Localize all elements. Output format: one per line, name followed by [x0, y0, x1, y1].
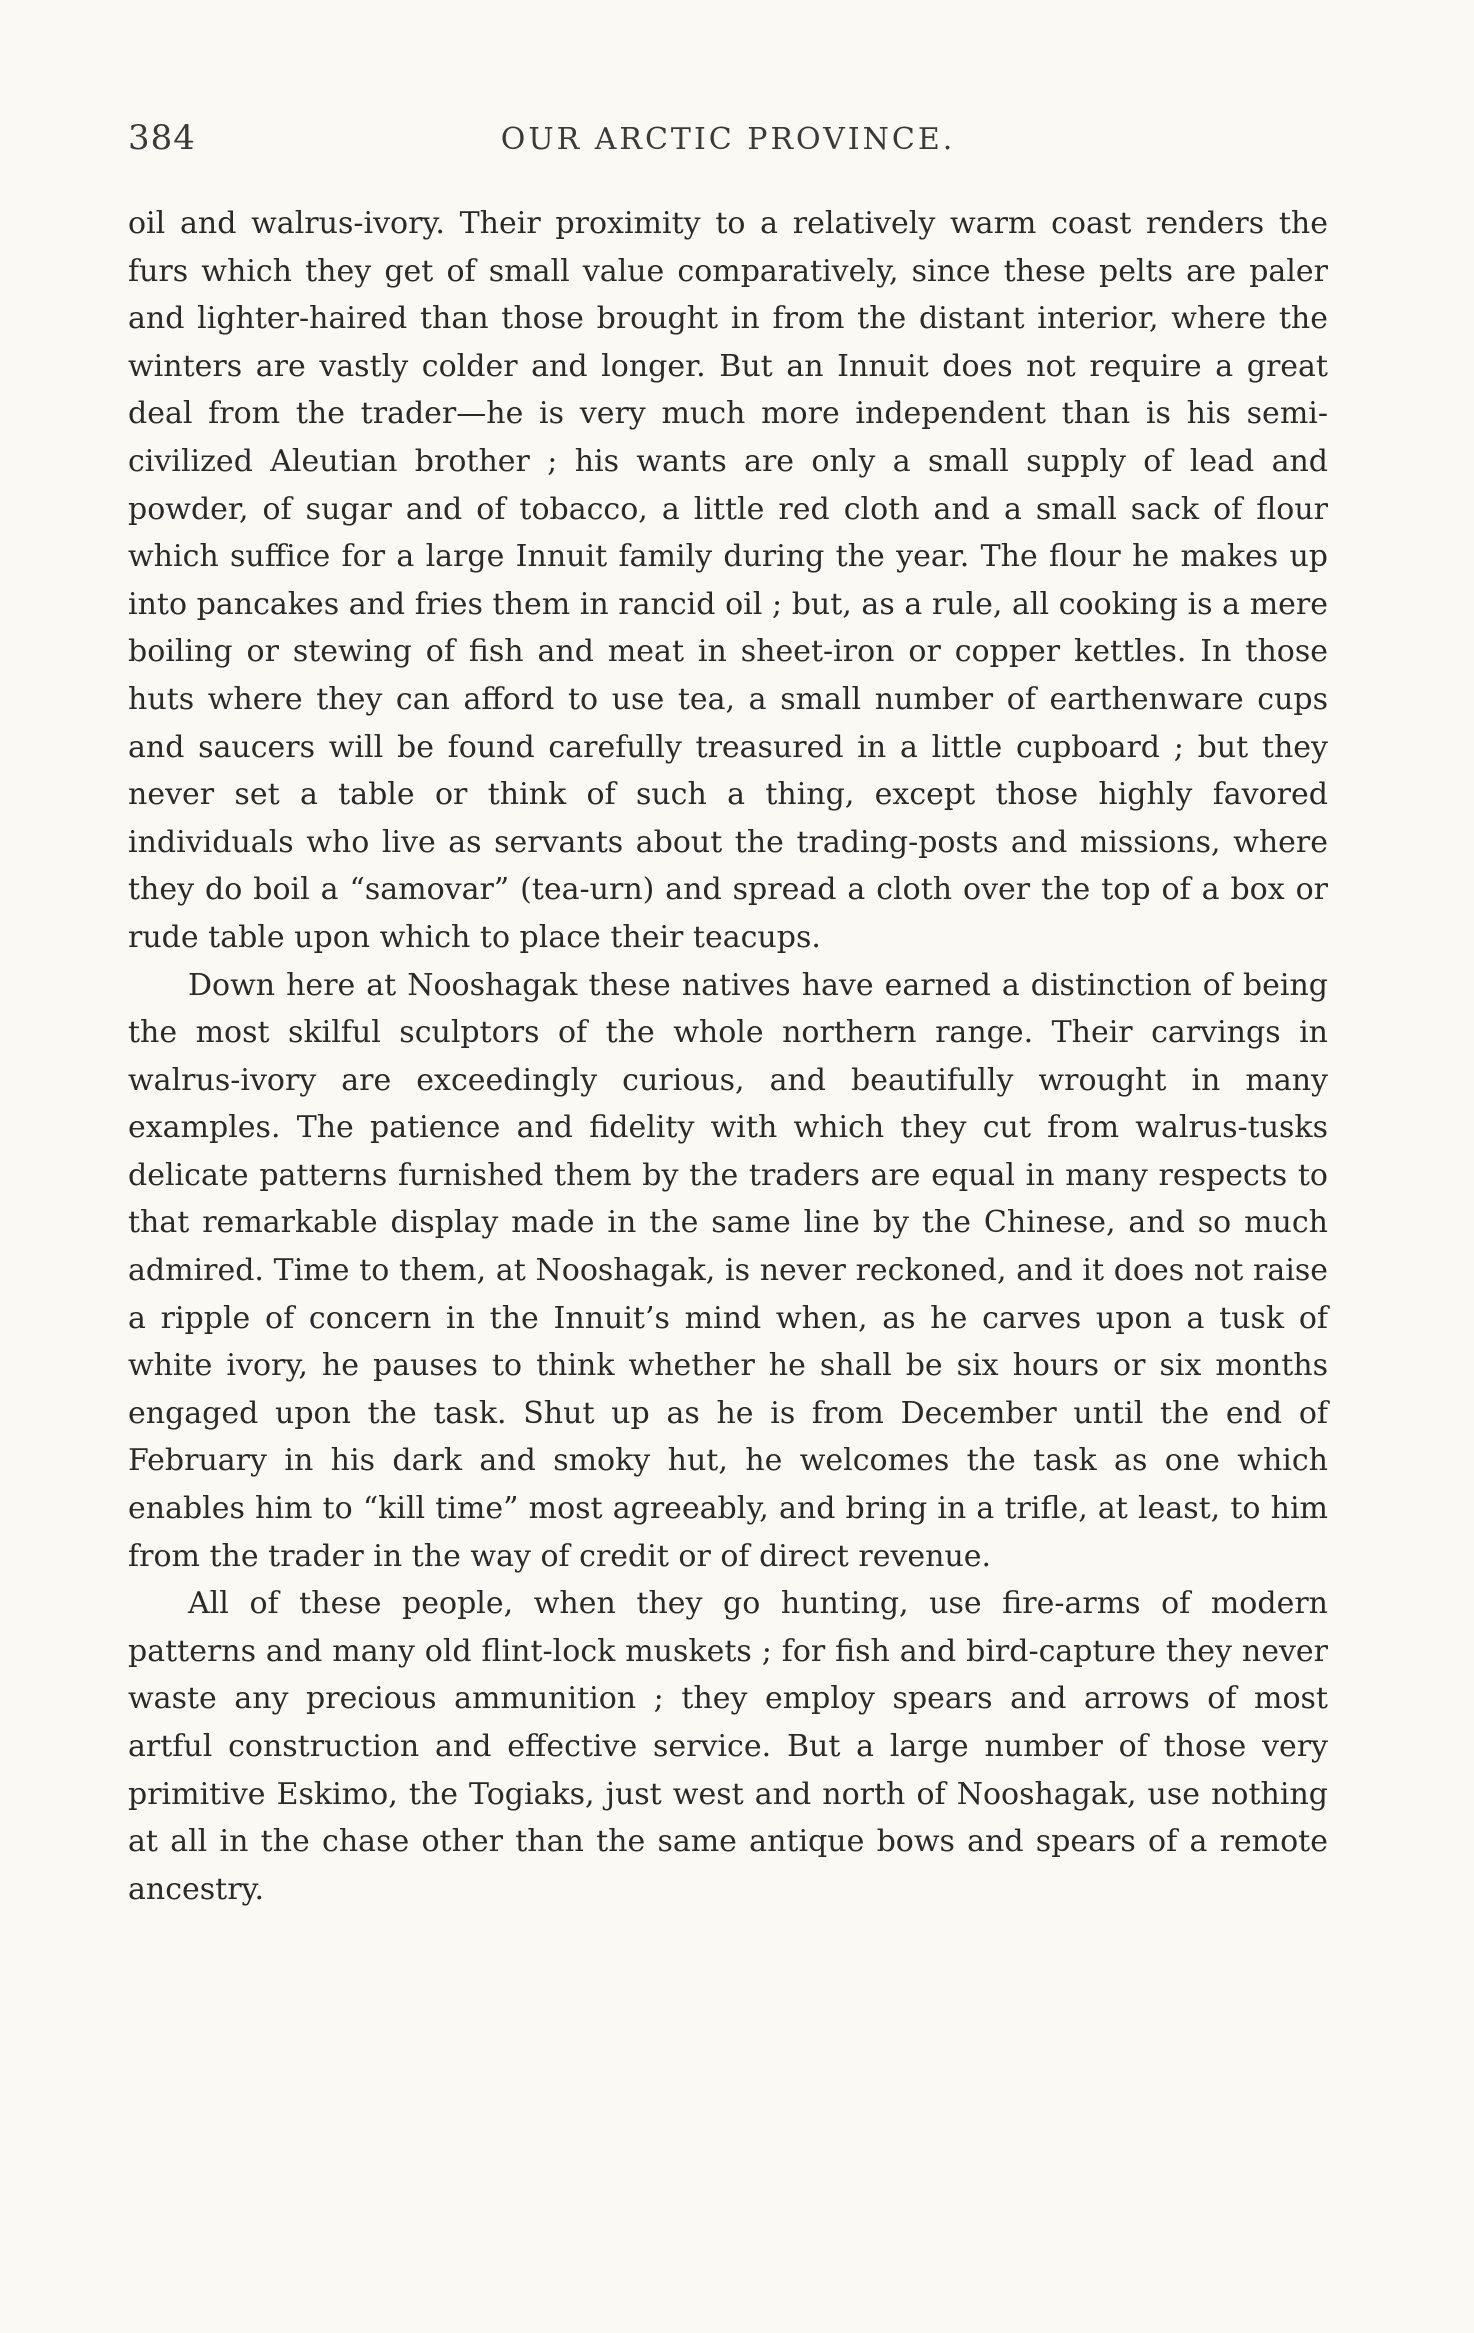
body-text [128, 200, 1328, 1913]
paragraph-1: oil and walrus-ivory. Their proximity to a relatively warm coast renders the furs which they get of small value comparatively, since these pelts are paler and lighter-haired than those brought in from the distant interior, where the winters are vastly colder and longer. But an Innuit does not require a great deal from the trader—he is very much more independent than is his semi-civilized Aleutian brother ; his wants are only a small supply of lead and powder, of sugar and of tobacco, a little red cloth and a small sack of flour which suffice for a large Innuit family during the year. The flour he makes up into pancakes and fries them in rancid oil ; but, as a rule, all cooking is a mere boiling or stewing of fish and meat in sheet-iron or copper kettles. In those huts where they can afford to use tea, a small number of earthenware cups and saucers will be found carefully treasured in a little cupboard ; but they never set a table or think of such a thing, except those highly favored individuals who live as servants about the trading-posts and missions, where they do boil a “samovar” (tea-urn) and spread a cloth over the top of a box or rude table upon which to place their teacups. [128, 206, 1328, 955]
paragraph-3: All of these people, when they go hunting, use fire-arms of modern patterns and many old flint-lock muskets ; for fish and bird-capture they never waste any precious ammunition ; they employ spears and arrows of most artful construction and effective service. But a large number of those very primitive Eskimo, the Togiaks, just west and north of Nooshagak, use nothing at all in the chase other than the same antique bows and spears of a remote ancestry. [128, 1586, 1328, 1907]
page-header [128, 118, 1328, 168]
paragraph-2: Down here at Nooshagak these natives have earned a distinction of being the most skilful sculptors of the whole northern range. Their carvings in walrus-ivory are exceedingly curious, and beautifully wrought in many examples. The patience and fidelity with which they cut from walrus-tusks delicate patterns furnished them by the traders are equal in many respects to that remarkable display made in the same line by the Chinese, and so much admired. Time to them, at Nooshagak, is never reckoned, and it does not raise a ripple of concern in the Innuit’s mind when, as he carves upon a tusk of white ivory, he pauses to think whether he shall be six hours or six months engaged upon the task. Shut up as he is from December until the end of February in his dark and smoky hut, he welcomes the task as one which enables him to “kill time” most agreeably, and bring in a trifle, at least, to him from the trader in the way of credit or of direct revenue. [128, 967, 1328, 1574]
running-title: OUR ARCTIC PROVINCE. [500, 122, 956, 157]
page-number: 384 [128, 118, 196, 158]
